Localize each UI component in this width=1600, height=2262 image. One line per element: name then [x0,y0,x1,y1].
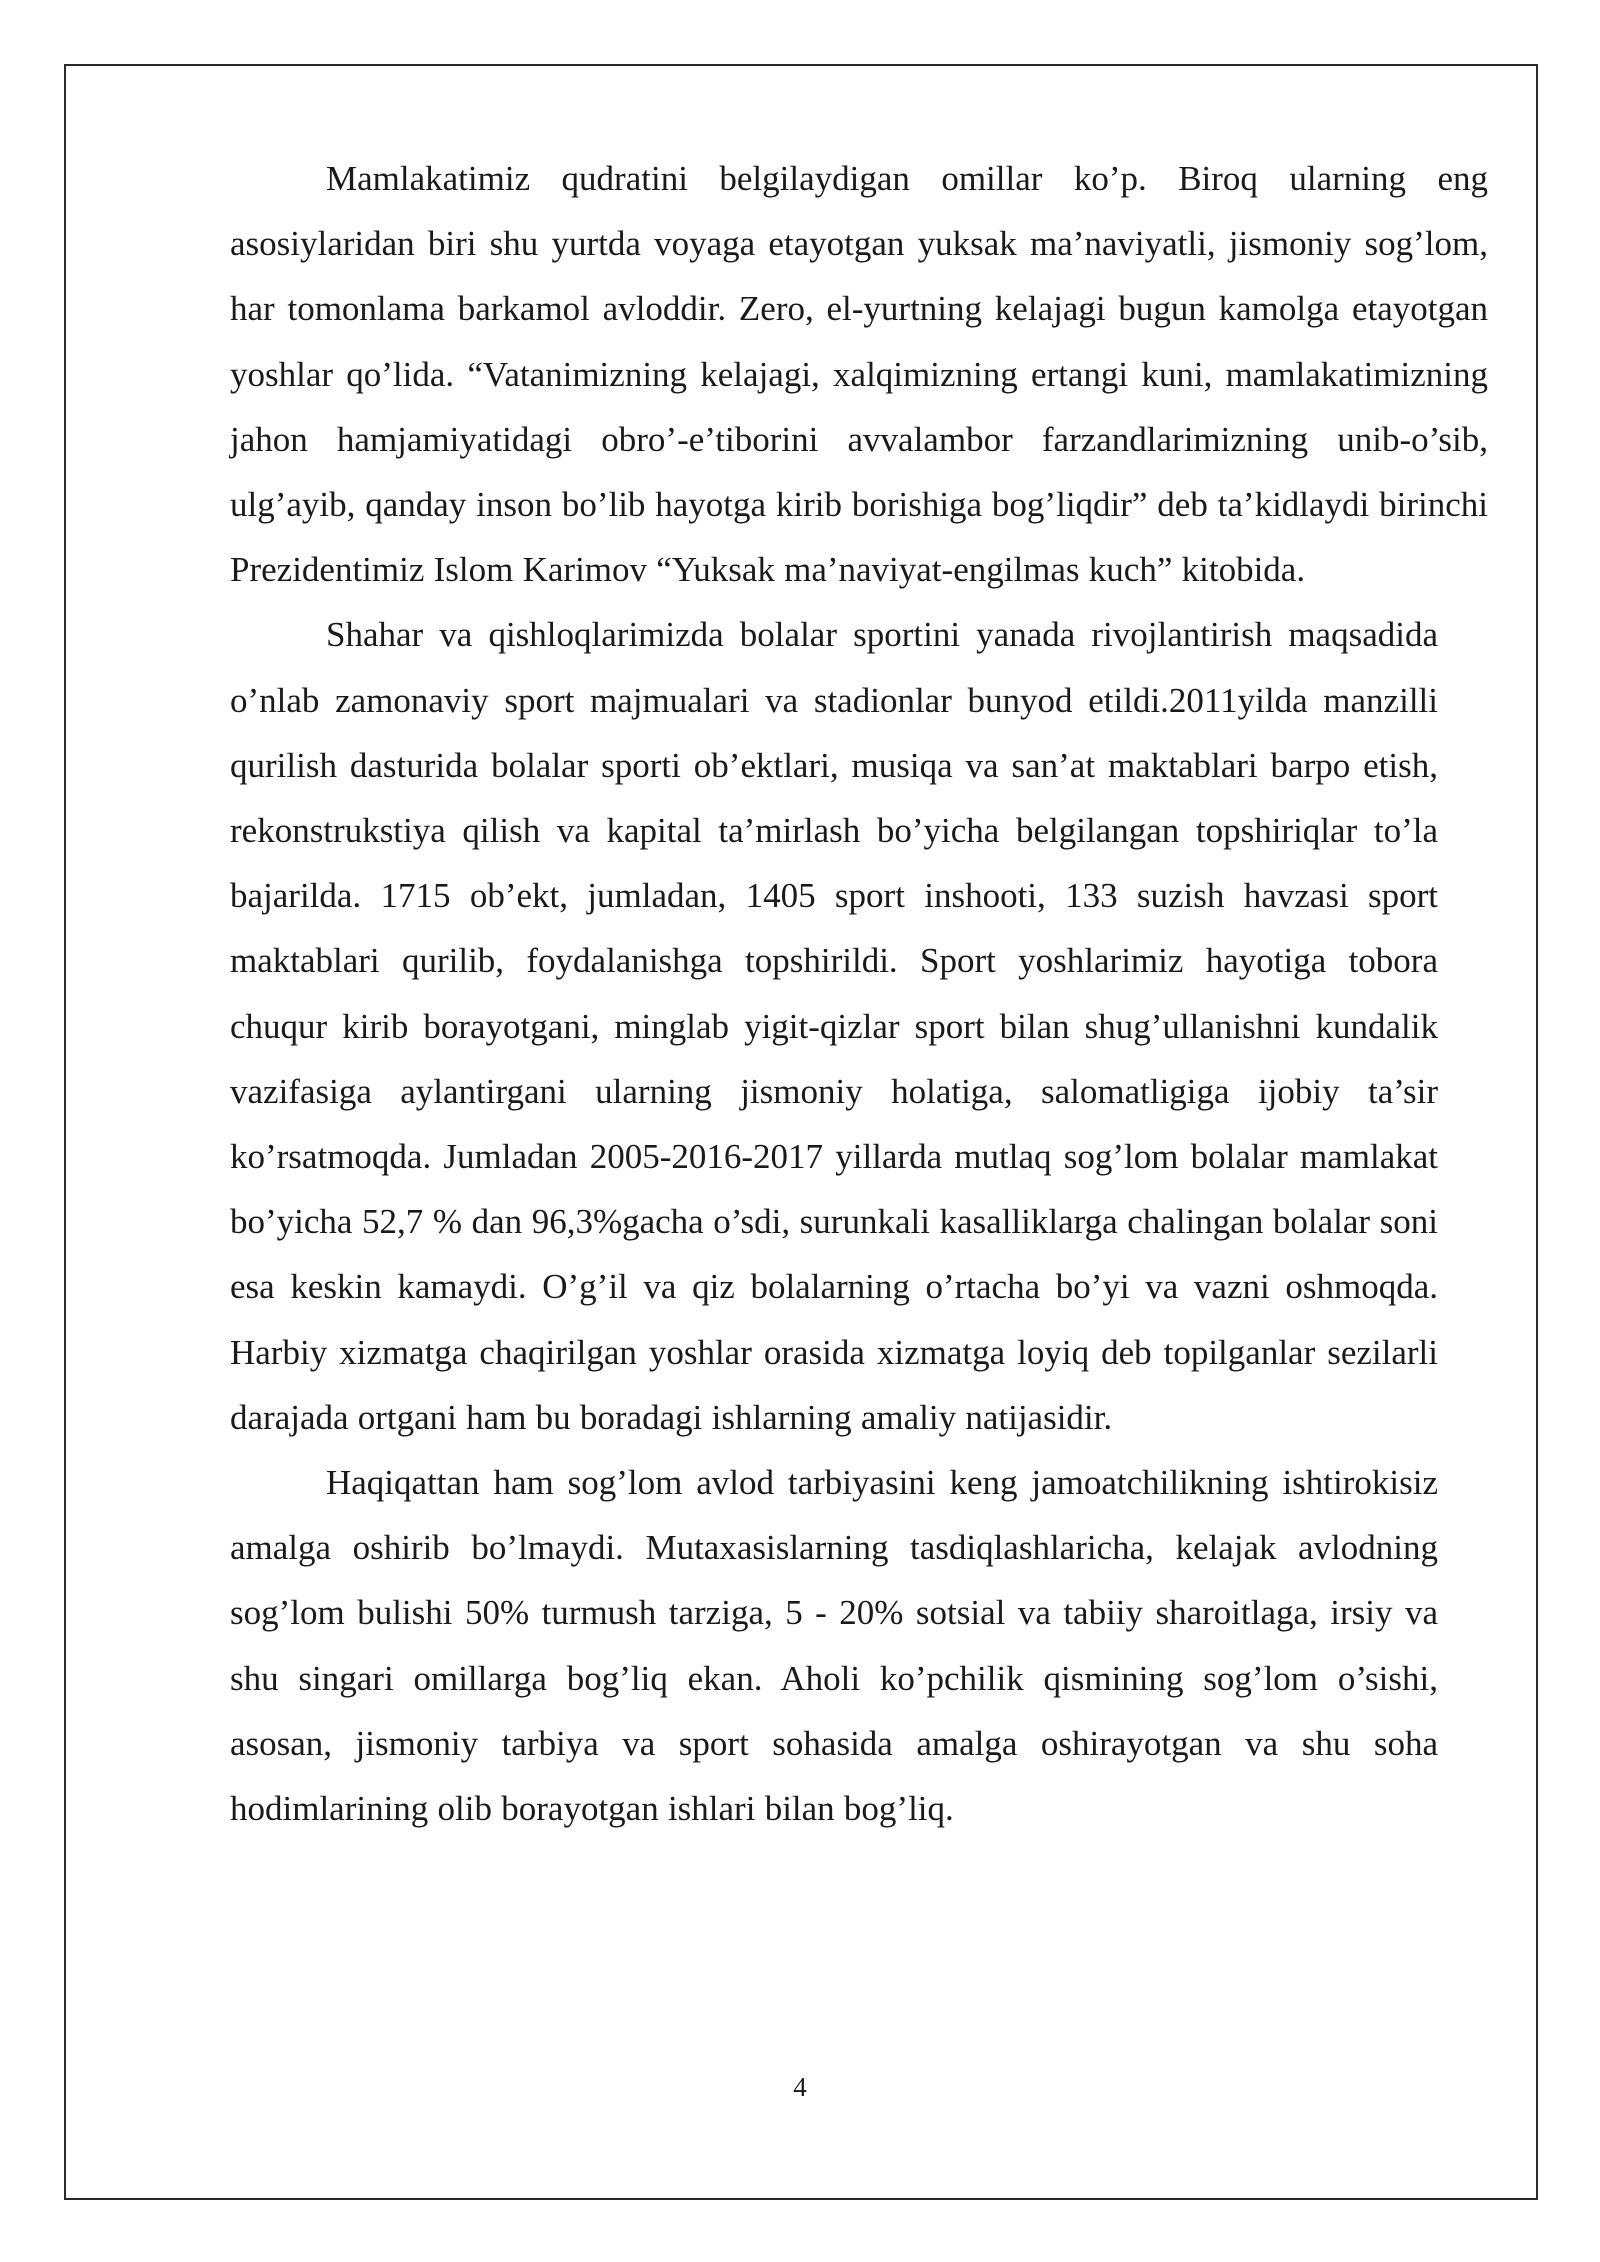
document-body [230,146,1488,1841]
paragraph-3: Haqiqattan ham sog’lom avlod tarbiyasini keng jamoatchilikning ishtirokisiz amalga oshirib bo’lmaydi. Mutaxasislarning tasdiqlashlaricha, kelajak avlodning sog’lom bulishi 50% turmush tarziga, 5 - 20% sotsial va tabiiy sharoitlaga, irsiy va shu singari omillarga bog’liq ekan. Aholi ko’pchilik qismining sog’lom o’sishi, asosan, jismoniy tarbiya va sport sohasida amalga oshirayotgan va shu soha hodimlarining olib borayotgan ishlari bilan bog’liq. [230,1463,1438,1829]
paragraph-2: Shahar va qishloqlarimizda bolalar sportini yanada rivojlantirish maqsadida o’nlab zamonaviy sport majmualari va stadionlar bunyod etildi.2011yilda manzilli qurilish dasturida bolalar sporti ob’ektlari, musiqa va san’at maktablari barpo etish, rekonstrukstiya qilish va kapital ta’mirlash bo’yicha belgilangan topshiriqlar to’la bajarilda. 1715 ob’ekt, jumladan, 1405 sport inshooti, 133 suzish havzasi sport maktablari qurilib, foydalanishga topshirildi. Sport yoshlarimiz hayotiga tobora chuqur kirib borayotgani, minglab yigit-qizlar sport bilan shug’ullanishni kundalik vazifasiga aylantirgani ularning jismoniy holatiga, salomatligiga ijobiy ta’sir ko’rsatmoqda. Jumladan 2005-2016-2017 yillarda mutlaq sog’lom bolalar mamlakat bo’yicha 52,7 % dan 96,3%gacha o’sdi, surunkali kasalliklarga chalingan bolalar soni esa keskin kamaydi. O’g’il va qiz bolalarning o’rtacha bo’yi va vazni oshmoqda. Harbiy xizmatga chaqirilgan yoshlar orasida xizmatga loyiq deb topilganlar sezilarli darajada ortgani ham bu boradagi ishlarning amaliy natijasidir. [230,615,1438,1437]
page-number: 4 [793,2072,807,2102]
paragraph-1: Mamlakatimiz qudratini belgilaydigan omillar ko’p. Biroq ularning eng asosiylaridan biri shu yurtda voyaga etayotgan yuksak ma’naviyatli, jismoniy sog’lom, har tomonlama barkamol avloddir. Zero, el-yurtning kelajagi bugun kamolga etayotgan yoshlar qo’lida. “Vatanimizning kelajagi, xalqimizning ertangi kuni, mamlakatimizning jahon hamjamiyatidagi obro’-e’tiborini avvalambor farzandlarimizning unib-o’sib, ulg’ayib, qanday inson bo’lib hayotga kirib borishiga bog’liqdir” deb ta’kidlaydi birinchi Prezidentimiz Islom Karimov “Yuksak ma’naviyat-engilmas kuch” kitobida. [230,159,1488,590]
